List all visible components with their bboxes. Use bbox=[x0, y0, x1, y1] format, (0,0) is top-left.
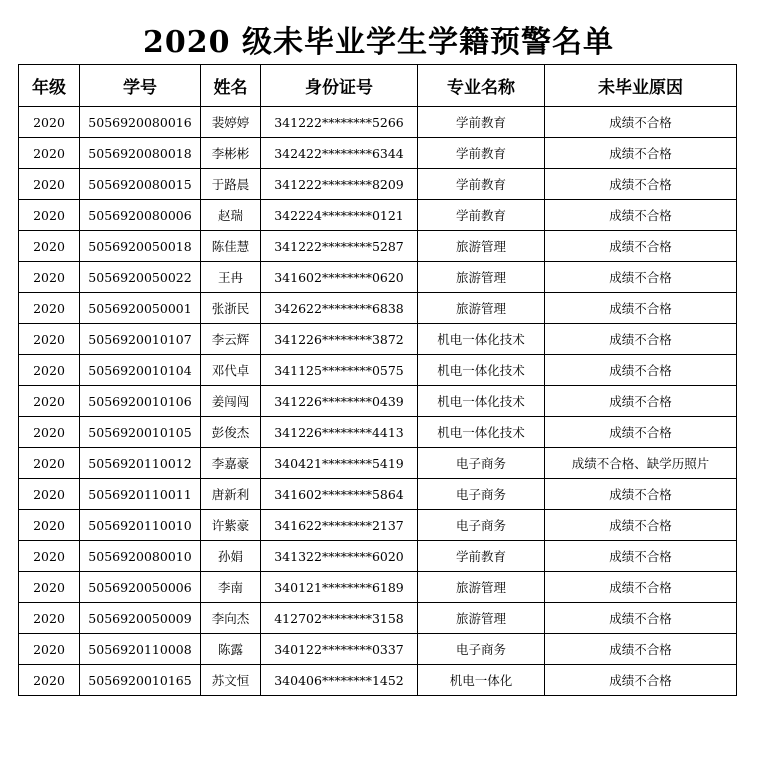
cell-major: 旅游管理 bbox=[418, 231, 545, 262]
cell-grade: 2020 bbox=[19, 479, 80, 510]
cell-id-number: 340122********0337 bbox=[261, 634, 418, 665]
cell-major: 机电一体化技术 bbox=[418, 417, 545, 448]
cell-name: 李彬彬 bbox=[201, 138, 261, 169]
cell-student-id: 5056920110012 bbox=[80, 448, 201, 479]
cell-major: 学前教育 bbox=[418, 169, 545, 200]
cell-name: 陈佳慧 bbox=[201, 231, 261, 262]
cell-name: 张浙民 bbox=[201, 293, 261, 324]
cell-grade: 2020 bbox=[19, 355, 80, 386]
table-row bbox=[19, 262, 737, 293]
cell-name: 裴婷婷 bbox=[201, 107, 261, 138]
cell-grade: 2020 bbox=[19, 262, 80, 293]
cell-major: 学前教育 bbox=[418, 138, 545, 169]
cell-student-id: 5056920010106 bbox=[80, 386, 201, 417]
cell-student-id: 5056920050018 bbox=[80, 231, 201, 262]
cell-student-id: 5056920110011 bbox=[80, 479, 201, 510]
cell-name: 邓代卓 bbox=[201, 355, 261, 386]
cell-major: 电子商务 bbox=[418, 634, 545, 665]
table-body bbox=[19, 107, 737, 696]
student-warning-table bbox=[18, 64, 737, 696]
cell-student-id: 5056920080015 bbox=[80, 169, 201, 200]
table-row bbox=[19, 107, 737, 138]
cell-name: 王冉 bbox=[201, 262, 261, 293]
cell-student-id: 5056920080010 bbox=[80, 541, 201, 572]
table-row bbox=[19, 634, 737, 665]
cell-reason: 成绩不合格 bbox=[545, 262, 737, 293]
cell-id-number: 341222********8209 bbox=[261, 169, 418, 200]
table-row bbox=[19, 324, 737, 355]
cell-reason: 成绩不合格 bbox=[545, 572, 737, 603]
cell-grade: 2020 bbox=[19, 603, 80, 634]
cell-major: 机电一体化技术 bbox=[418, 355, 545, 386]
header-reason: 未毕业原因 bbox=[545, 65, 737, 107]
cell-id-number: 341602********5864 bbox=[261, 479, 418, 510]
cell-reason: 成绩不合格 bbox=[545, 665, 737, 696]
cell-name: 陈露 bbox=[201, 634, 261, 665]
cell-grade: 2020 bbox=[19, 572, 80, 603]
cell-major: 学前教育 bbox=[418, 107, 545, 138]
cell-grade: 2020 bbox=[19, 510, 80, 541]
table-row bbox=[19, 355, 737, 386]
cell-student-id: 5056920010104 bbox=[80, 355, 201, 386]
cell-id-number: 342224********0121 bbox=[261, 200, 418, 231]
table-row bbox=[19, 138, 737, 169]
cell-grade: 2020 bbox=[19, 107, 80, 138]
cell-grade: 2020 bbox=[19, 448, 80, 479]
cell-grade: 2020 bbox=[19, 386, 80, 417]
cell-student-id: 5056920080016 bbox=[80, 107, 201, 138]
table-row bbox=[19, 448, 737, 479]
cell-id-number: 340121********6189 bbox=[261, 572, 418, 603]
cell-reason: 成绩不合格 bbox=[545, 386, 737, 417]
cell-reason: 成绩不合格 bbox=[545, 541, 737, 572]
cell-student-id: 5056920010105 bbox=[80, 417, 201, 448]
cell-id-number: 341125********0575 bbox=[261, 355, 418, 386]
page-title: 2020 级未毕业学生学籍预警名单 bbox=[143, 25, 614, 60]
cell-grade: 2020 bbox=[19, 200, 80, 231]
cell-name: 于路晨 bbox=[201, 169, 261, 200]
cell-student-id: 5056920050001 bbox=[80, 293, 201, 324]
cell-id-number: 340421********5419 bbox=[261, 448, 418, 479]
cell-major: 学前教育 bbox=[418, 200, 545, 231]
cell-major: 机电一体化 bbox=[418, 665, 545, 696]
cell-id-number: 341622********2137 bbox=[261, 510, 418, 541]
table-row bbox=[19, 603, 737, 634]
header-major: 专业名称 bbox=[418, 65, 545, 107]
header-name: 姓名 bbox=[201, 65, 261, 107]
cell-grade: 2020 bbox=[19, 169, 80, 200]
cell-reason: 成绩不合格 bbox=[545, 200, 737, 231]
cell-reason: 成绩不合格 bbox=[545, 169, 737, 200]
table-row bbox=[19, 572, 737, 603]
cell-student-id: 5056920010107 bbox=[80, 324, 201, 355]
cell-student-id: 5056920080018 bbox=[80, 138, 201, 169]
cell-reason: 成绩不合格 bbox=[545, 107, 737, 138]
table-row bbox=[19, 200, 737, 231]
cell-id-number: 341226********0439 bbox=[261, 386, 418, 417]
cell-grade: 2020 bbox=[19, 231, 80, 262]
cell-reason: 成绩不合格 bbox=[545, 293, 737, 324]
cell-grade: 2020 bbox=[19, 324, 80, 355]
cell-name: 李向杰 bbox=[201, 603, 261, 634]
cell-major: 电子商务 bbox=[418, 479, 545, 510]
cell-name: 赵瑞 bbox=[201, 200, 261, 231]
cell-name: 李云辉 bbox=[201, 324, 261, 355]
cell-major: 旅游管理 bbox=[418, 262, 545, 293]
cell-grade: 2020 bbox=[19, 634, 80, 665]
cell-student-id: 5056920050009 bbox=[80, 603, 201, 634]
header-grade: 年级 bbox=[19, 65, 80, 107]
cell-major: 机电一体化技术 bbox=[418, 386, 545, 417]
cell-id-number: 412702********3158 bbox=[261, 603, 418, 634]
cell-id-number: 342622********6838 bbox=[261, 293, 418, 324]
cell-reason: 成绩不合格 bbox=[545, 231, 737, 262]
table-row bbox=[19, 541, 737, 572]
cell-reason: 成绩不合格 bbox=[545, 634, 737, 665]
cell-id-number: 342422********6344 bbox=[261, 138, 418, 169]
cell-reason: 成绩不合格 bbox=[545, 324, 737, 355]
cell-id-number: 341222********5287 bbox=[261, 231, 418, 262]
table-row bbox=[19, 417, 737, 448]
cell-grade: 2020 bbox=[19, 138, 80, 169]
cell-student-id: 5056920110008 bbox=[80, 634, 201, 665]
cell-id-number: 341226********4413 bbox=[261, 417, 418, 448]
cell-id-number: 341222********5266 bbox=[261, 107, 418, 138]
table-row bbox=[19, 386, 737, 417]
cell-name: 姜闯闯 bbox=[201, 386, 261, 417]
cell-student-id: 5056920050006 bbox=[80, 572, 201, 603]
table-row bbox=[19, 479, 737, 510]
cell-student-id: 5056920110010 bbox=[80, 510, 201, 541]
cell-id-number: 341226********3872 bbox=[261, 324, 418, 355]
cell-name: 许紫豪 bbox=[201, 510, 261, 541]
cell-id-number: 340406********1452 bbox=[261, 665, 418, 696]
table-row bbox=[19, 665, 737, 696]
cell-id-number: 341322********6020 bbox=[261, 541, 418, 572]
cell-major: 旅游管理 bbox=[418, 603, 545, 634]
cell-grade: 2020 bbox=[19, 541, 80, 572]
cell-id-number: 341602********0620 bbox=[261, 262, 418, 293]
cell-name: 唐新利 bbox=[201, 479, 261, 510]
table-row bbox=[19, 169, 737, 200]
cell-reason: 成绩不合格、缺学历照片 bbox=[545, 448, 737, 479]
header-id-number: 身份证号 bbox=[261, 65, 418, 107]
cell-student-id: 5056920050022 bbox=[80, 262, 201, 293]
cell-name: 彭俊杰 bbox=[201, 417, 261, 448]
cell-reason: 成绩不合格 bbox=[545, 138, 737, 169]
table-row bbox=[19, 510, 737, 541]
cell-reason: 成绩不合格 bbox=[545, 479, 737, 510]
cell-major: 学前教育 bbox=[418, 541, 545, 572]
cell-reason: 成绩不合格 bbox=[545, 417, 737, 448]
table-row bbox=[19, 293, 737, 324]
cell-reason: 成绩不合格 bbox=[545, 355, 737, 386]
cell-reason: 成绩不合格 bbox=[545, 510, 737, 541]
cell-major: 电子商务 bbox=[418, 510, 545, 541]
cell-major: 旅游管理 bbox=[418, 293, 545, 324]
cell-grade: 2020 bbox=[19, 293, 80, 324]
cell-name: 李南 bbox=[201, 572, 261, 603]
header-student-id: 学号 bbox=[80, 65, 201, 107]
cell-grade: 2020 bbox=[19, 417, 80, 448]
cell-name: 李嘉豪 bbox=[201, 448, 261, 479]
cell-reason: 成绩不合格 bbox=[545, 603, 737, 634]
cell-major: 旅游管理 bbox=[418, 572, 545, 603]
table-header-row bbox=[19, 65, 737, 107]
cell-grade: 2020 bbox=[19, 665, 80, 696]
cell-student-id: 5056920080006 bbox=[80, 200, 201, 231]
cell-name: 苏文恒 bbox=[201, 665, 261, 696]
table-row bbox=[19, 231, 737, 262]
cell-name: 孙娟 bbox=[201, 541, 261, 572]
cell-major: 机电一体化技术 bbox=[418, 324, 545, 355]
cell-student-id: 5056920010165 bbox=[80, 665, 201, 696]
cell-major: 电子商务 bbox=[418, 448, 545, 479]
